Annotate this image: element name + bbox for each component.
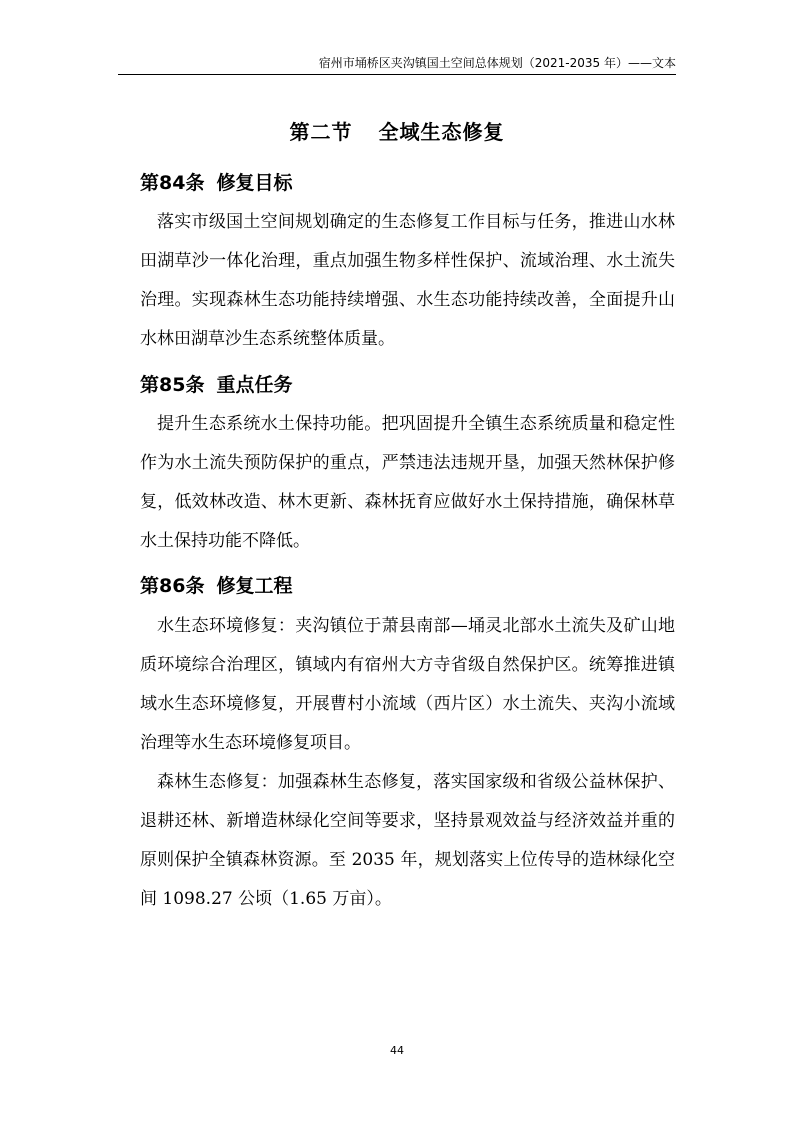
article-84-heading [140,168,292,195]
article-number: 第86条 [140,575,205,597]
section-title: 全域生态修复 [378,120,505,144]
article-title: 修复目标 [216,172,293,194]
article-title: 修复工程 [216,575,293,597]
article-number: 第85条 [140,374,205,396]
article-85-paragraph: 提升生态系统水土保持功能。把巩固提升全镇生态系统质量和稳定性作为水土流失预防保护的重点，严禁违法违规开垦，加强天然林保护修复，低效林改造、林木更新、森林抚育应做好水土保持措施，确保林草水土保持功能不降低。 [140,414,675,551]
page-header [118,52,676,75]
article-85-heading [140,370,292,397]
article-86-heading [140,571,292,598]
article-86-paragraph-forest: 森林生态修复：加强森林生态修复，落实国家级和省级公益林保护、退耕还林、新增造林绿化空间等要求，坚持景观效益与经济效益并重的原则保护全镇森林资源。至 2035 年，规划落实上位传导的造林绿化空间 1098.27 公顷（1.65 万亩）。 [140,772,675,909]
page-number: 44 [390,1044,404,1057]
header-title: 宿州市埇桥区夹沟镇国土空间总体规划（2021-2035 年）——文本 [318,56,676,70]
article-title: 重点任务 [216,374,293,396]
section-number: 第二节 [289,120,353,144]
article-number: 第84条 [140,172,205,194]
article-84-paragraph: 落实市级国土空间规划确定的生态修复工作目标与任务，推进山水林田湖草沙一体化治理，重点加强生物多样性保护、流域治理、水土流失治理。实现森林生态功能持续增强、水生态功能持续改善，全面提升山水林田湖草沙生态系统整体质量。 [140,212,675,349]
article-86-paragraph-water: 水生态环境修复：夹沟镇位于萧县南部—埇灵北部水土流失及矿山地质环境综合治理区，镇域内有宿州大方寺省级自然保护区。统筹推进镇域水生态环境修复，开展曹村小流域（西片区）水土流失、夹沟小流域治理等水生态环境修复项目。 [140,616,675,753]
section-heading [0,116,794,145]
